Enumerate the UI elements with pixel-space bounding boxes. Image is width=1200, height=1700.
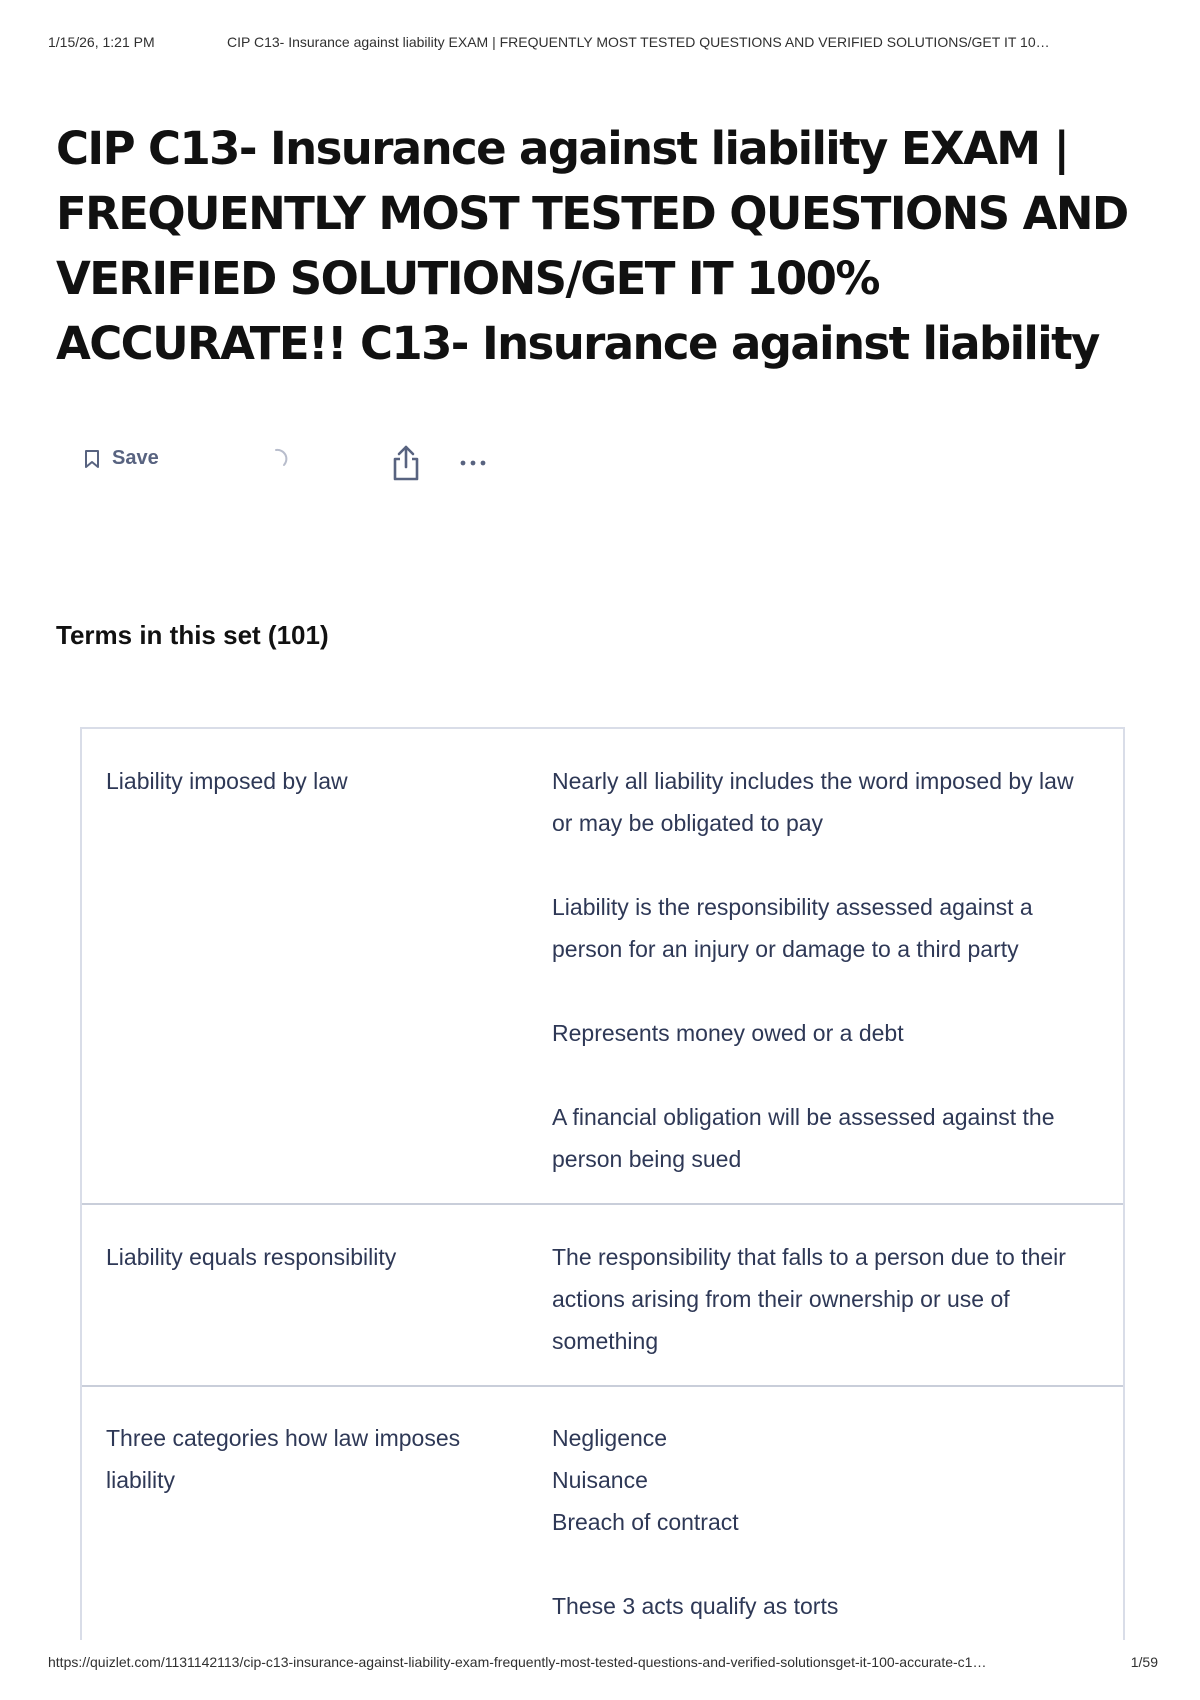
definition-text: Nearly all liability includes the word imposed by law or may be obligated to pay Liability is the responsibility assessed against a person for an injury or damage to a third party Represents money owed or a debt A financial obligation will be assessed against the person being sued — [552, 768, 1074, 1172]
save-button-label: Save — [112, 447, 159, 469]
bookmark-icon — [84, 449, 100, 469]
set-actions-bar — [84, 443, 504, 483]
term-row — [82, 1205, 1123, 1387]
loading-spinner-icon — [268, 447, 290, 469]
term-text: Liability equals responsibility — [106, 1244, 397, 1270]
definition-text: Negligence Nuisance Breach of contract These 3 acts qualify as torts — [552, 1425, 839, 1619]
term-row — [82, 729, 1123, 1205]
definition-text: The responsibility that falls to a person due to their actions arising from their ownership or use of something — [552, 1244, 1066, 1354]
page-title: CIP C13- Insurance against liability EXAM | FREQUENTLY MOST TESTED QUESTIONS AND VERIFIED SOLUTIONS/GET IT 100% ACCURATE!! C13- Insurance against liability — [56, 122, 1128, 370]
terms-table — [80, 727, 1125, 1640]
term-text: Liability imposed by law — [106, 768, 348, 794]
print-url: https://quizlet.com/1131142113/cip-c13-insurance-against-liability-exam-frequently-most-tested-questions-and-verified-solutionsget-it-100-accurate-c1… — [48, 1654, 987, 1670]
print-footer — [48, 1654, 1158, 1674]
page-number: 1/59 — [1130, 1654, 1158, 1670]
terms-count-heading: Terms in this set (101) — [56, 620, 329, 650]
print-header — [48, 34, 1152, 54]
term-text: Three categories how law imposes liability — [106, 1425, 461, 1493]
more-options-icon[interactable] — [456, 453, 490, 473]
term-row — [82, 1387, 1123, 1640]
save-button[interactable] — [84, 447, 159, 470]
print-datetime: 1/15/26, 1:21 PM — [48, 34, 155, 50]
share-icon[interactable] — [389, 443, 423, 483]
print-document-title: CIP C13- Insurance against liability EXAM | FREQUENTLY MOST TESTED QUESTIONS AND VERIFIED SOLUTIONS/GET IT 10… — [227, 34, 1050, 50]
